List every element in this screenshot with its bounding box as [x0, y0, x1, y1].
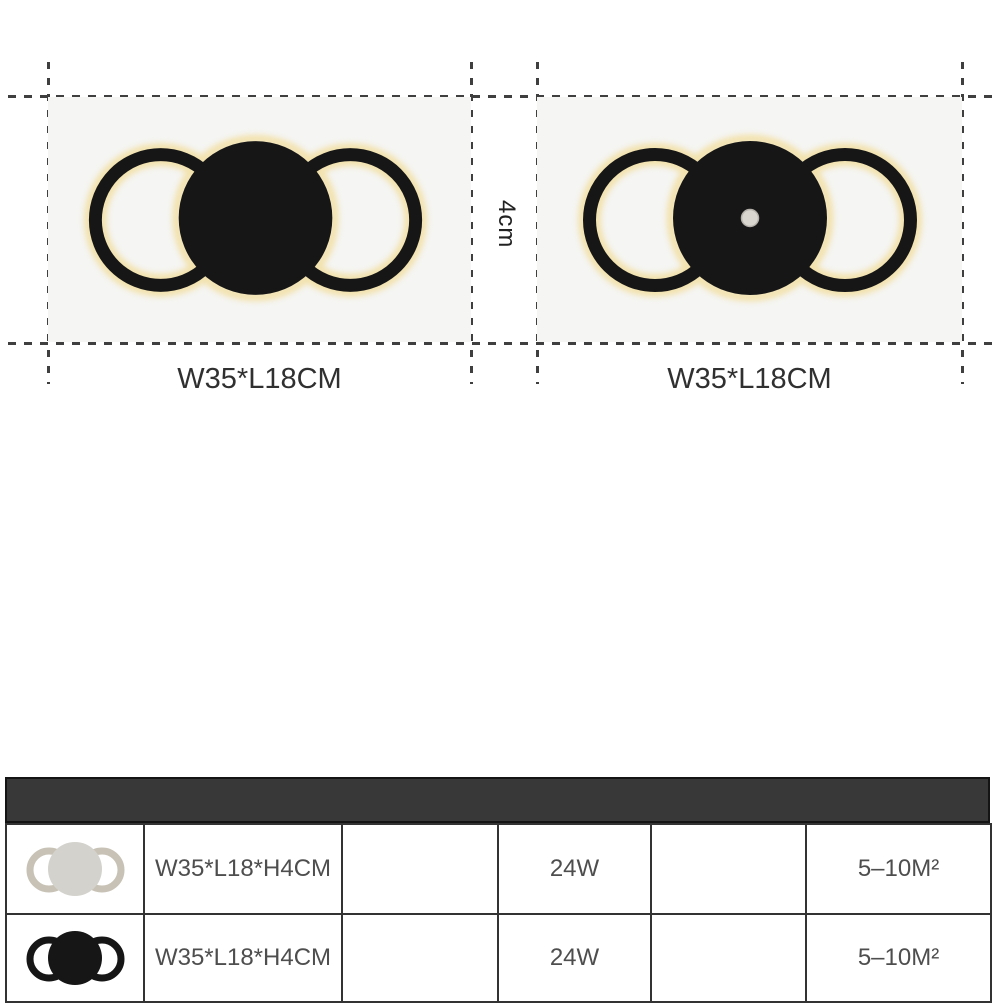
- blank-cell: [651, 914, 806, 1002]
- size-label-left: W35*L18CM: [177, 363, 342, 395]
- height-label: 4cm: [493, 199, 520, 249]
- product-photo-right: [537, 97, 962, 342]
- product-photo-left: [48, 97, 471, 342]
- table-header-bar: [5, 777, 990, 823]
- power-cell: 24W: [498, 914, 651, 1002]
- lamp-thumb-light-icon: [13, 833, 138, 905]
- lamp-rings-graphic-right: [537, 97, 962, 342]
- blank-cell: [342, 824, 498, 914]
- blank-cell: [342, 914, 498, 1002]
- table-row: [6, 914, 991, 1002]
- center-disk-icon: [179, 141, 333, 295]
- size-label-right: W35*L18CM: [667, 363, 832, 395]
- blank-cell: [651, 824, 806, 914]
- product-thumb-cell: [6, 914, 144, 1002]
- dimension-line-bottom: [8, 342, 996, 345]
- lamp-rings-graphic-left: [48, 97, 471, 342]
- mounting-dot-icon: [742, 210, 759, 227]
- spec-table: [5, 823, 992, 1003]
- size-cell: W35*L18*H4CM: [144, 914, 342, 1002]
- area-cell: 5–10M²: [806, 914, 991, 1002]
- area-cell: 5–10M²: [806, 824, 991, 914]
- product-thumb-cell: [6, 824, 144, 914]
- table-row: [6, 824, 991, 914]
- lamp-thumb-dark-icon: [13, 922, 138, 994]
- size-cell: W35*L18*H4CM: [144, 824, 342, 914]
- power-cell: 24W: [498, 824, 651, 914]
